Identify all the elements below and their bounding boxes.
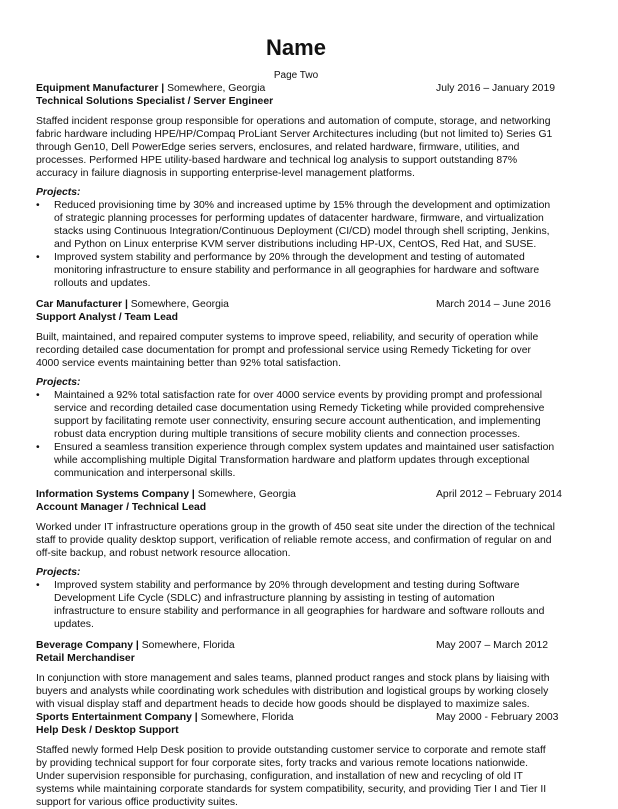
bullet-icon: • (36, 580, 40, 591)
resume-page (36, 34, 562, 809)
job-dates: July 2016 – January 2019 (436, 83, 556, 94)
job-location: Somewhere, Georgia (130, 299, 229, 310)
job-entry-beverage-company (36, 639, 556, 711)
bullet-icon: • (36, 252, 40, 263)
bullet-text: Maintained a 92% total satisfaction rate for over 4000 service events by providing prompt and professional service and recording detailed case documentation using Remedy Ticketing while provided comprehensive support by facilitating remote user connectivity, ensuring secure account authentication, and implementing robust data encryption during multiple transitions of secure mobility clients and connection processes. (54, 390, 545, 440)
job-dates: March 2014 – June 2016 (436, 299, 551, 310)
project-bullet (36, 441, 556, 480)
page-label: Page Two (273, 70, 319, 81)
project-bullet (36, 251, 556, 290)
company-name: Equipment Manufacturer (36, 83, 159, 94)
project-list (36, 579, 556, 631)
job-location: Somewhere, Florida (200, 712, 294, 723)
company-name: Car Manufacturer (36, 299, 123, 310)
job-header (36, 298, 556, 311)
job-summary: In conjunction with store management and sales teams, planned product ranges and stock plans by liaising with buyers and analysts while coordinating work schedules with distribution and logistical groups by working closely with visual display staff and department heads to decide how goods should be displayed to maximize sales. (36, 673, 550, 710)
job-summary: Worked under IT infrastructure operations group in the growth of 450 seat site under the direction of the technical staff to provide quality desktop support, verification of reliable remote access, and confirmation of regular on and off-site backup, and robust network resource allocation. (36, 522, 555, 559)
company-name: Sports Entertainment Company (36, 712, 192, 723)
bullet-text: Ensured a seamless transition experience through complex system updates and maintained user satisfaction while accomplishing multiple Digital Transformation hardware and platform updates through exceptional communication and interpersonal skills. (54, 442, 555, 479)
projects-label: Projects: (36, 377, 81, 388)
bullet-icon: • (36, 442, 40, 453)
job-location: Somewhere, Florida (141, 640, 235, 651)
job-entry-equipment-manufacturer (36, 82, 556, 290)
job-location: Somewhere, Georgia (167, 83, 266, 94)
separator: | (135, 640, 139, 651)
bullet-icon: • (36, 200, 40, 211)
job-dates: May 2000 - February 2003 (436, 712, 559, 723)
bullet-text: Improved system stability and performance by 20% through development and testing during Software Development Life Cycle (SDLC) and infrastructure planning by assisting in testing of automation infrastructure to ensure stability and performance in all geographies for hardware and software rollouts and updates. (54, 580, 545, 630)
company-name: Beverage Company (36, 640, 134, 651)
job-entry-car-manufacturer (36, 298, 556, 480)
separator: | (194, 712, 198, 723)
bullet-text: Improved system stability and performance by 20% through the development and testing of automated monitoring infrastructure to ensure stability and performance in all geographies for hardware and software rollouts and updates. (54, 252, 540, 289)
job-company-line (36, 298, 229, 311)
job-company-line (36, 711, 294, 724)
project-list (36, 199, 556, 290)
job-dates: May 2007 – March 2012 (436, 640, 549, 651)
job-title: Help Desk / Desktop Support (36, 725, 179, 736)
projects-label: Projects: (36, 187, 81, 198)
projects-label: Projects: (36, 567, 81, 578)
bullet-icon: • (36, 390, 40, 401)
bullet-text: Reduced provisioning time by 30% and increased uptime by 15% through the development and optimization of strategic planning processes for performing updates of datacenter hardware, firmware, and virtualization stacks using Continuous Integration/Continuous Deployment (CI/CD) model through shell scripting, Jenkins, and Python on Linux enterprise KVM server distributions including HP-UX, CentOS, Red Hat, and SUSE. (54, 200, 551, 250)
job-dates: April 2012 – February 2014 (436, 489, 562, 500)
job-header (36, 711, 559, 724)
job-summary: Staffed newly formed Help Desk position to provide outstanding customer service to corporate and remote staff by providing technical support for four corporate sites, forty tracks and various remote locations nationwide. Under supervision responsible for purchasing, configuration, and installation of new and recycling of old IT systems while maintaining corporate standards for system compatibility, security, and providing Tier I and Tier II support for various office productivity suites. (36, 745, 547, 808)
project-bullet (36, 579, 556, 631)
job-title: Technical Solutions Specialist / Server Engineer (36, 96, 274, 107)
project-list (36, 389, 556, 480)
job-title: Account Manager / Technical Lead (36, 502, 207, 513)
project-bullet (36, 389, 556, 441)
company-name: Information Systems Company (36, 489, 190, 500)
candidate-name: Name (266, 35, 326, 60)
job-entry-information-systems-company (36, 488, 562, 631)
job-company-line (36, 488, 296, 501)
job-summary: Staffed incident response group responsible for operations and automation of compute, storage, and networking fabric hardware including HPE/HP/Compaq ProLiant Server Architectures including (but not limited to) Series G1 through Gen10, Dell PowerEdge series servers, enclosures, and related hardware, firmware, utilities, and processes. Performed HPE utility-based hardware and technical log analysis to support outstanding 87% accuracy in failure diagnosis in supporting enterprise-level management platforms. (36, 116, 553, 179)
job-company-line (36, 639, 235, 652)
job-header (36, 639, 556, 652)
job-title: Retail Merchandiser (36, 653, 135, 664)
job-summary: Built, maintained, and repaired computer systems to improve speed, reliability, and security of operation while recording detailed case documentation for prompt and professional service using Remedy Ticketing for over 4000 service events maintaining better than 92% total satisfaction. (36, 332, 539, 369)
separator: | (161, 83, 165, 94)
job-title: Support Analyst / Team Lead (36, 312, 179, 323)
job-entry-sports-entertainment-company (36, 711, 559, 809)
separator: | (191, 489, 195, 500)
separator: | (124, 299, 128, 310)
job-header (36, 82, 556, 95)
job-header (36, 488, 562, 501)
job-location: Somewhere, Georgia (197, 489, 296, 500)
job-company-line (36, 82, 265, 95)
project-bullet (36, 199, 556, 251)
